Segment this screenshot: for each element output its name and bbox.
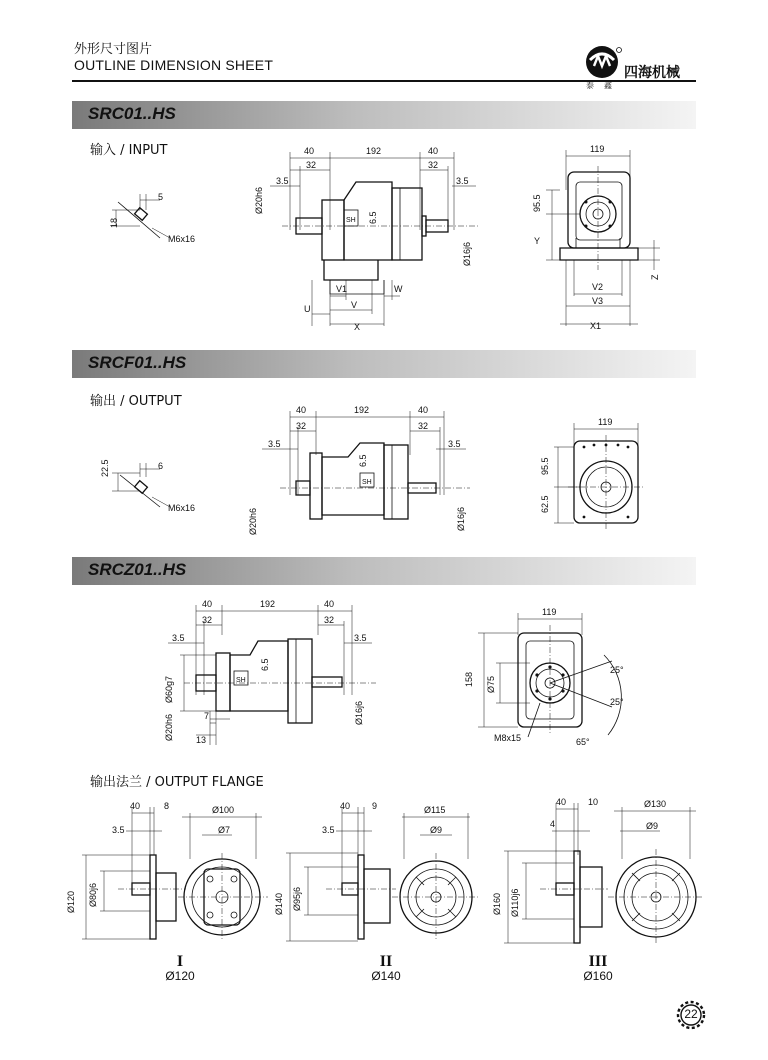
flange-iii-side-icon: [504, 803, 608, 943]
dim-label: Ø7: [218, 825, 231, 835]
dim-label: V2: [592, 282, 604, 292]
dim-label: 32: [324, 615, 335, 625]
dim-label: Ø160: [492, 892, 502, 915]
dim-label: Ø16j6: [462, 241, 472, 266]
section-band-srcf01: [72, 350, 696, 378]
flange-dia-ii: Ø140: [371, 969, 401, 983]
badge-text: SH: [362, 479, 372, 486]
flange-subtitle: 输出法兰 / OUTPUT FLANGE: [90, 775, 264, 790]
dim-label: Ø9: [430, 825, 443, 835]
dim-label: X: [354, 322, 361, 332]
dim-label: 40: [130, 801, 141, 811]
dim-label: 25°: [610, 665, 624, 675]
dim-label: Ø95j6: [292, 886, 302, 911]
dim-label: 32: [296, 421, 307, 431]
dim-label: U: [304, 304, 311, 314]
dim-label: 32: [306, 160, 317, 170]
header-title-en: OUTLINE DIMENSION SHEET: [74, 57, 274, 73]
section-subtitle: 输入 / INPUT: [90, 143, 168, 158]
flange-label-iii: III: [588, 953, 608, 970]
dim-label: V: [351, 300, 358, 310]
drawing-srcf01: [0, 395, 768, 545]
dim-label: 32: [418, 421, 429, 431]
dim-label: Ø80j6: [88, 882, 98, 907]
drawing-src01: [0, 130, 768, 350]
dim-label: Ø100: [212, 805, 235, 815]
dim-label: 40: [556, 797, 567, 807]
dim-label: 18: [109, 217, 119, 228]
flange-label-i: I: [176, 953, 184, 970]
dim-label: 3.5: [322, 825, 335, 835]
dim-label: 40: [340, 801, 351, 811]
gearbox-side-view-icon: [270, 152, 480, 326]
badge-text: SH: [346, 217, 356, 224]
drawing-output-flanges: [0, 795, 768, 945]
dim-label: Ø60g7: [164, 675, 174, 703]
dim-label: 32: [202, 615, 213, 625]
dim-label: 9: [372, 801, 378, 811]
dim-label: 25°: [610, 697, 624, 707]
section-title: SRCF01..HS: [88, 353, 187, 372]
dim-label: 3.5: [112, 825, 125, 835]
brand-sub: 泰鑫: [586, 81, 622, 90]
dim-label: 3.5: [268, 439, 281, 449]
section-band-src01: [72, 101, 696, 129]
dim-label: Ø16j6: [354, 700, 364, 725]
dim-label: Ø75: [486, 675, 496, 693]
dim-label: 6.5: [260, 658, 270, 671]
dim-label: 65°: [576, 737, 590, 747]
drawing-srcz01: [0, 595, 768, 760]
dim-label: 119: [542, 607, 557, 617]
brand-logo-icon: [584, 44, 624, 80]
dim-label: V3: [592, 296, 604, 306]
dim-label: 3.5: [276, 176, 289, 186]
dim-label: 4: [550, 819, 556, 829]
page-number-badge: [676, 1000, 706, 1030]
flange-dia-iii: Ø160: [583, 969, 613, 983]
dim-label: 7: [204, 711, 210, 721]
dim-label: Ø9: [646, 821, 659, 831]
dim-label: 40: [304, 146, 315, 156]
dim-label: 192: [366, 146, 382, 156]
dim-label: 8: [164, 801, 170, 811]
dim-label: 119: [590, 144, 605, 154]
dim-label: Ø130: [644, 799, 667, 809]
dim-label: 95.5: [540, 457, 550, 475]
dim-label: 40: [324, 599, 335, 609]
dim-label: 119: [598, 417, 613, 427]
dim-label: Ø140: [274, 892, 284, 915]
gearbox-flange-front-view-icon: [478, 613, 621, 737]
dim-label: Z: [650, 274, 660, 280]
dim-label: 158: [464, 671, 474, 687]
flange-label-ii: II: [379, 953, 393, 970]
flange-ii-side-icon: [286, 807, 396, 941]
gearbox-side-view-icon: [168, 605, 376, 745]
badge-text: SH: [236, 677, 246, 684]
dim-label: 3.5: [456, 176, 469, 186]
dim-label: 3.5: [354, 633, 367, 643]
dim-label: 62.5: [540, 495, 550, 513]
gearbox-front-view-icon: [554, 423, 644, 529]
section-title: SRCZ01..HS: [88, 560, 187, 579]
dim-label: M6x16: [168, 503, 196, 513]
dim-label: 40: [296, 405, 307, 415]
dim-label: 40: [428, 146, 439, 156]
dim-label: 40: [202, 599, 213, 609]
page-number: 22: [684, 1007, 698, 1021]
dim-label: 95.5: [532, 194, 542, 212]
dim-label: 40: [418, 405, 429, 415]
dim-label: Ø20h6: [248, 507, 258, 535]
dim-label: Ø20h6: [254, 186, 264, 214]
dim-label: Y: [534, 236, 541, 246]
dim-label: 192: [260, 599, 276, 609]
dim-label: 3.5: [448, 439, 461, 449]
dim-label: 6: [158, 461, 164, 471]
dim-label: 13: [196, 735, 207, 745]
dim-label: 32: [428, 160, 439, 170]
section-subtitle: 输出 / OUTPUT: [90, 394, 182, 409]
dim-label: V1: [336, 284, 348, 294]
dim-label: 10: [588, 797, 599, 807]
dim-label: 5: [158, 192, 164, 202]
dim-label: Ø20h6: [164, 713, 174, 741]
dim-label: Ø110j6: [510, 888, 520, 917]
section-band-srcz01: [72, 557, 696, 585]
dim-label: Ø120: [66, 890, 76, 913]
flange-dia-i: Ø120: [165, 969, 195, 983]
dim-label: M8x15: [494, 733, 522, 743]
dim-label: Ø115: [424, 805, 446, 815]
section-title: SRC01..HS: [88, 104, 176, 123]
dim-label: 6.5: [368, 211, 378, 224]
dim-label: 22.5: [100, 459, 110, 477]
dim-label: M6x16: [168, 234, 196, 244]
dim-label: Ø16j6: [456, 506, 466, 531]
flange-i-side-icon: [82, 807, 186, 939]
header-title-cn: 外形尺寸图片: [74, 42, 153, 57]
dim-label: 3.5: [172, 633, 185, 643]
dim-label: 192: [354, 405, 370, 415]
brand-name: 四海机械: [624, 65, 680, 81]
dim-label: X1: [590, 321, 602, 331]
dim-label: W: [394, 284, 403, 294]
dim-label: 6.5: [358, 454, 368, 467]
